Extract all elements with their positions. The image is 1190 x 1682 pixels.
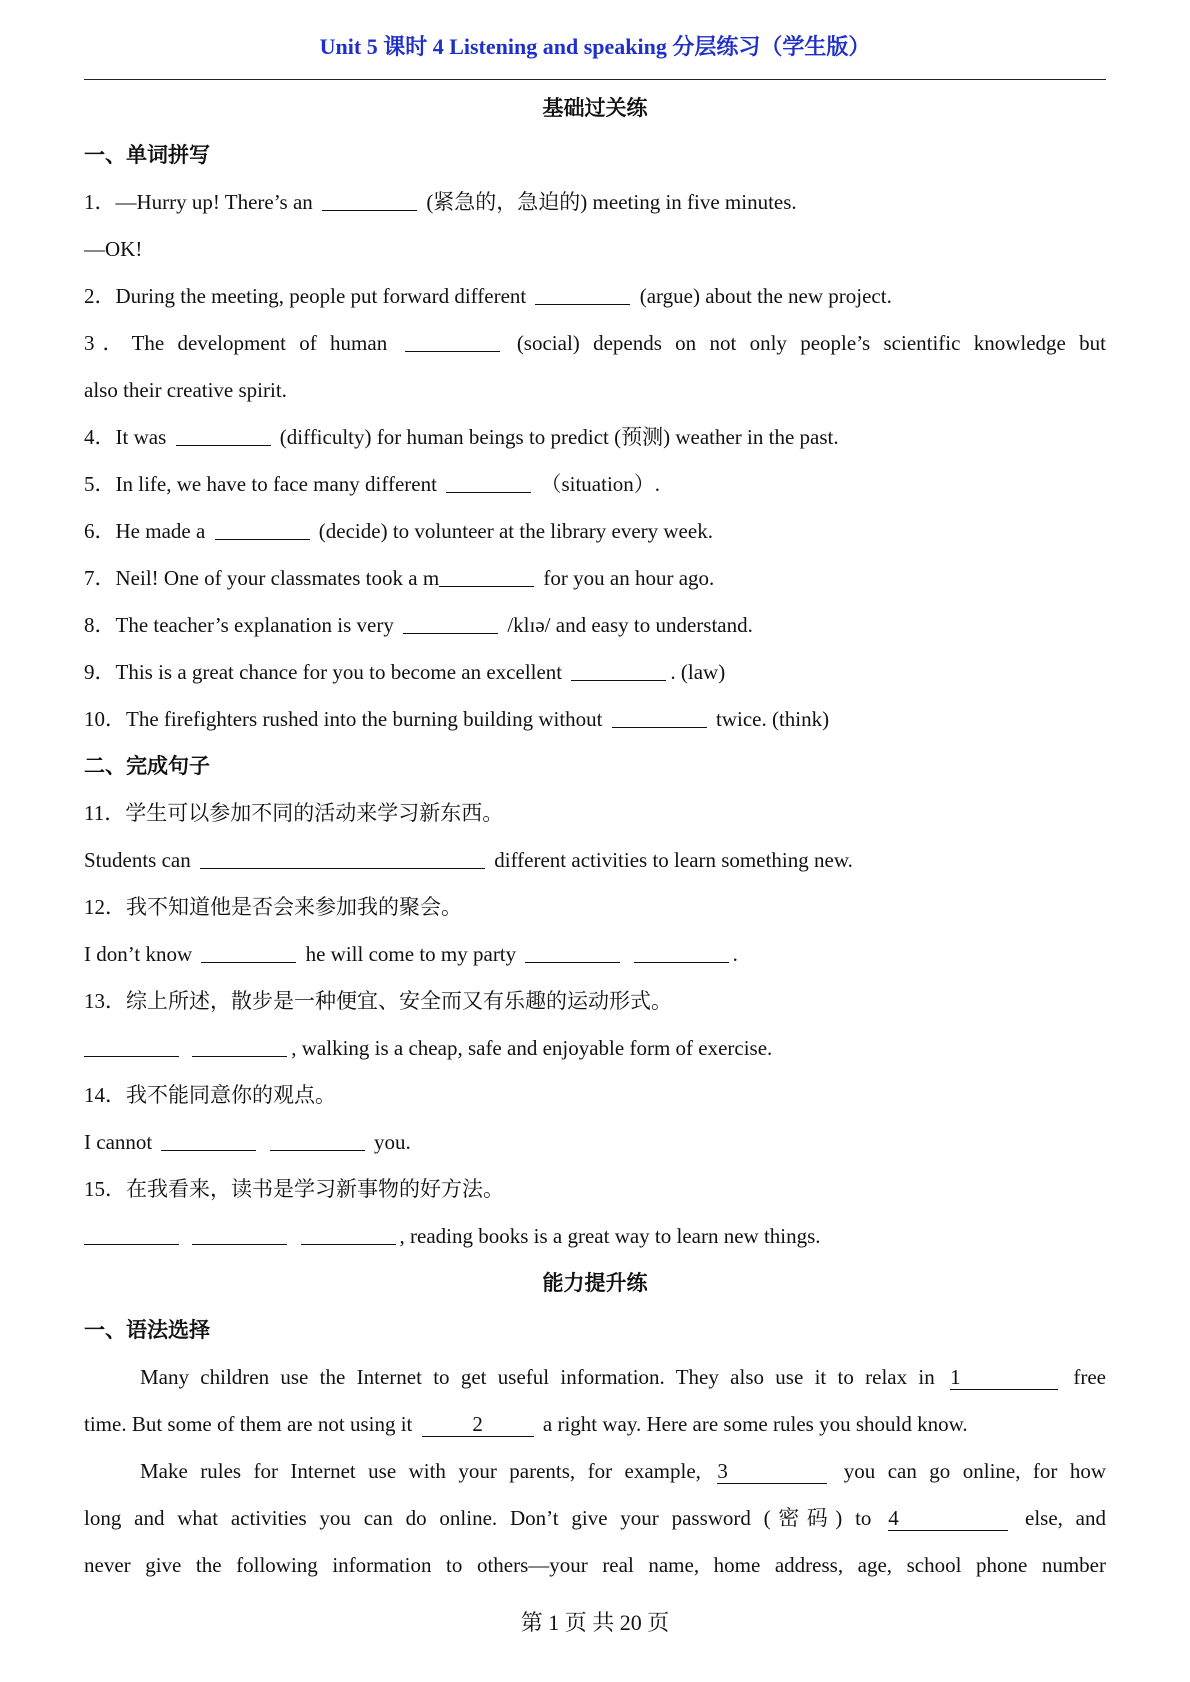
answer-blank[interactable]	[439, 564, 534, 587]
question-7: 7．Neil! One of your classmates took a m for you an hour ago.	[84, 555, 1106, 602]
question-13-answer: , walking is a cheap, safe and enjoyable form of exercise.	[84, 1025, 1106, 1072]
answer-blank[interactable]	[446, 470, 531, 493]
question-4: 4．It was (difficulty) for human beings to predict (预测) weather in the past.	[84, 414, 1106, 461]
answer-blank[interactable]	[176, 423, 271, 446]
question-10: 10．The firefighters rushed into the burning building without twice. (think)	[84, 696, 1106, 743]
part-heading-sentences: 二、完成句子	[84, 754, 210, 778]
question-2: 2．During the meeting, people put forward different (argue) about the new project.	[84, 273, 1106, 320]
answer-blank[interactable]	[322, 188, 417, 211]
part-heading-spelling: 一、单词拼写	[84, 143, 210, 167]
question-3: 3．The development of human (social) depends on not only people’s scientific knowledge but	[84, 320, 1106, 367]
answer-blank[interactable]	[634, 940, 729, 963]
header-divider	[84, 79, 1106, 80]
section-title-advanced: 能力提升练	[542, 1271, 648, 1295]
question-14-answer: I cannot you.	[84, 1119, 1106, 1166]
question-12-answer: I don’t know he will come to my party .	[84, 931, 1106, 978]
question-9: 9．This is a great chance for you to become an excellent . (law)	[84, 649, 1106, 696]
answer-blank[interactable]	[535, 282, 630, 305]
question-11-prompt: 11．学生可以参加不同的活动来学习新东西。	[84, 801, 504, 825]
question-1: 1．—Hurry up! There’s an (紧急的，急迫的) meeting in five minutes.	[84, 179, 1106, 226]
question-15-answer: , reading books is a great way to learn new things.	[84, 1213, 1106, 1260]
question-11-answer: Students can different activities to learn something new.	[84, 837, 1106, 884]
question-14-prompt: 14．我不能同意你的观点。	[84, 1083, 336, 1107]
answer-blank[interactable]	[525, 940, 620, 963]
page-number: 第 1 页 共 20 页	[520, 1610, 670, 1635]
answer-blank[interactable]	[84, 1034, 179, 1057]
answer-blank[interactable]	[403, 611, 498, 634]
passage-line: Many children use the Internet to get useful information. They also use it to relax in 1 free	[140, 1365, 1106, 1389]
numbered-blank[interactable]: 1	[950, 1366, 1058, 1390]
answer-blank[interactable]	[612, 705, 707, 728]
answer-blank[interactable]	[301, 1222, 396, 1245]
answer-blank[interactable]	[200, 846, 485, 869]
answer-blank[interactable]	[201, 940, 296, 963]
passage-line: long and what activities you can do online. Don’t give your password (密码) to 4 else, and	[84, 1506, 1106, 1530]
question-5: 5．In life, we have to face many different （situation）.	[84, 461, 1106, 508]
question-1-reply: —OK!	[84, 237, 143, 261]
answer-blank[interactable]	[192, 1222, 287, 1245]
page-content	[84, 85, 1106, 1589]
page-header-title: Unit 5 课时 4 Listening and speaking 分层练习（学生版）	[319, 34, 871, 59]
passage-line: Make rules for Internet use with your parents, for example, 3 you can go online, for how	[140, 1459, 1106, 1483]
numbered-blank[interactable]: 3	[717, 1460, 827, 1484]
question-6: 6．He made a (decide) to volunteer at the library every week.	[84, 508, 1106, 555]
part-heading-grammar: 一、语法选择	[84, 1318, 210, 1342]
answer-blank[interactable]	[270, 1128, 365, 1151]
passage-line: never give the following information to others—your real name, home address, age, school phone number	[84, 1553, 1106, 1577]
section-title-basic: 基础过关练	[542, 96, 648, 120]
question-15-prompt: 15．在我看来，读书是学习新事物的好方法。	[84, 1177, 504, 1201]
passage-line: time. But some of them are not using it 2 a right way. Here are some rules you should know.	[84, 1412, 968, 1436]
question-3-continued: also their creative spirit.	[84, 378, 287, 402]
question-13-prompt: 13．综上所述，散步是一种便宜、安全而又有乐趣的运动形式。	[84, 989, 672, 1013]
answer-blank[interactable]	[161, 1128, 256, 1151]
question-8: 8．The teacher’s explanation is very /klɪə/ and easy to understand.	[84, 602, 1106, 649]
numbered-blank[interactable]: 2	[422, 1413, 534, 1437]
numbered-blank[interactable]: 4	[888, 1507, 1008, 1531]
answer-blank[interactable]	[215, 517, 310, 540]
answer-blank[interactable]	[571, 658, 666, 681]
answer-blank[interactable]	[84, 1222, 179, 1245]
answer-blank[interactable]	[192, 1034, 287, 1057]
answer-blank[interactable]	[405, 329, 500, 352]
question-12-prompt: 12．我不知道他是否会来参加我的聚会。	[84, 895, 462, 919]
